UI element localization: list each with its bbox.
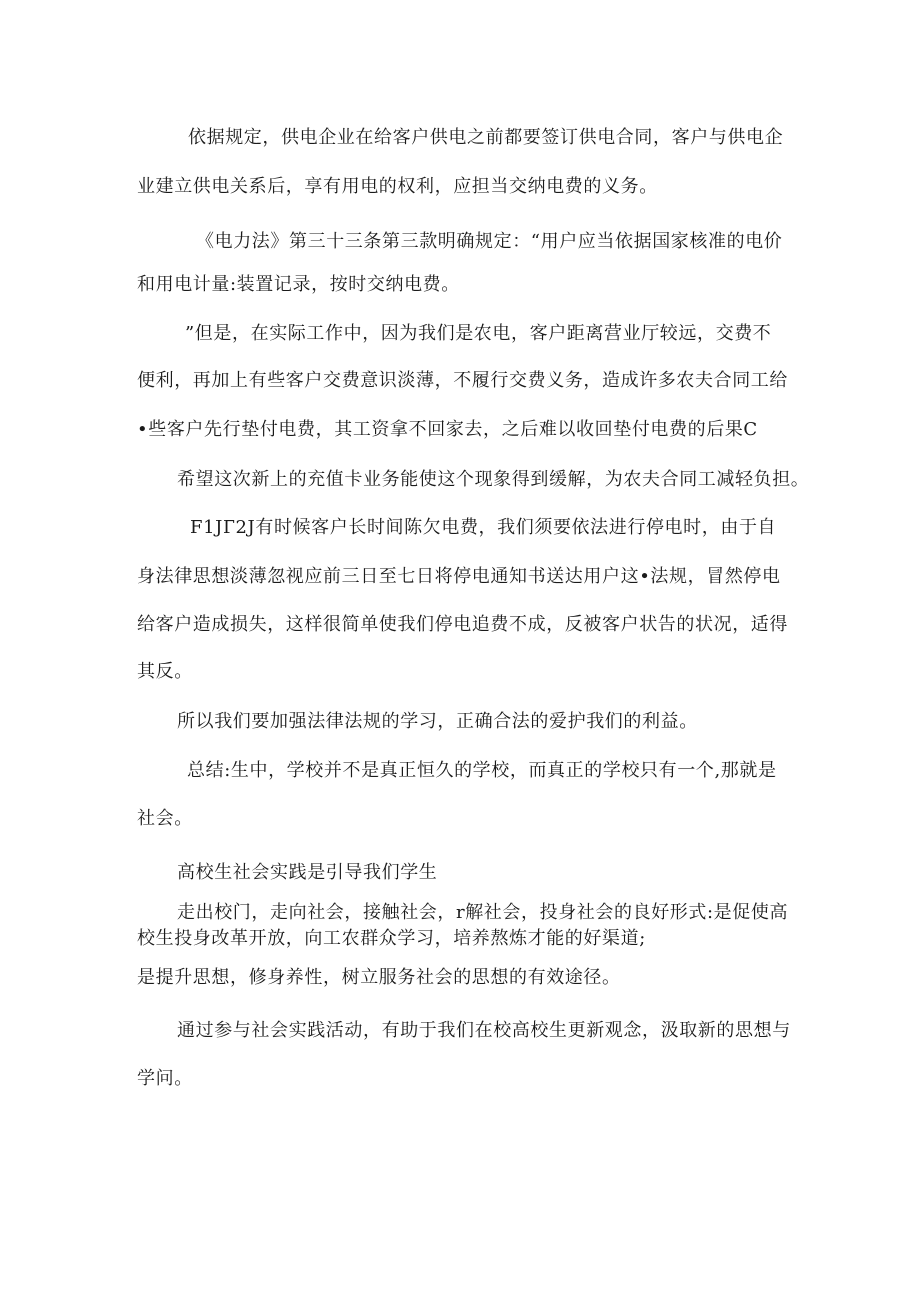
paragraph-7-line-2: 社会。 [137, 808, 193, 829]
paragraph-5-line-1: F1JГ2J有时候客户长时间陈欠电费，我们须要依法进行停电时，由于自 [190, 517, 777, 538]
paragraph-3-line-1: ”但是，在实际工作中，因为我们是农电，客户距离营业厅较远，交费不 [185, 323, 772, 344]
paragraph-5-line-4: 其反。 [137, 661, 193, 682]
paragraph-10-line-1: 是提升思想，修身养性，树立服务社会的思想的有效途径。 [137, 967, 621, 988]
paragraph-7-line-1: 总结:生中，学校并不是真正恒久的学校，而真正的学校只有一个,那就是 [187, 760, 777, 781]
paragraph-9-line-2: 校生投身改革开放，向工农群众学习，培养熬炼才能的好渠道; [137, 928, 646, 949]
paragraph-2-line-2: 和用电计量:装置记录，按时交纳电费。 [137, 274, 460, 295]
paragraph-5-line-2: 身法律思想淡薄忽视应前三日至七日将停电通知书送达用户这•法规，冒然停电 [137, 566, 781, 587]
paragraph-8-line-1: 高校生社会实践是引导我们学生 [177, 862, 438, 883]
paragraph-9-line-1: 走出校门，走向社会，接触社会，r解社会，投身社会的良好形式:是促使高 [177, 902, 789, 923]
paragraph-3-line-2: 便利，再加上有些客户交费意识淡薄，不履行交费义务，造成许多农夫合同工给 [137, 370, 788, 391]
paragraph-2-line-1: 《电力法》第三十三条第三款明确规定：“用户应当依据国家核准的电价 [196, 231, 783, 252]
paragraph-5-line-3: 给客户造成损失，这样很简单使我们停电追费不成，反被客户状告的状况，适得 [137, 614, 788, 635]
paragraph-3-line-3: •些客户先行垫付电费，其工资拿不回家去，之后难以收回垫付电费的后果C [137, 419, 758, 440]
paragraph-11-line-1: 通过参与社会实践活动，有助于我们在校高校生更新观念，汲取新的思想与 [177, 1020, 791, 1041]
paragraph-1-line-1: 依据规定，供电企业在给客户供电之前都要签订供电合同，客户与供电企 [188, 127, 784, 148]
paragraph-1-line-2: 业建立供电关系后，享有用电的权利，应担当交纳电费的义务。 [137, 176, 658, 197]
paragraph-11-line-2: 学问。 [137, 1068, 193, 1089]
paragraph-4-line-1: 希望这次新上的充值卡业务能使这个现象得到缓解，为农夫合同工减轻负担。 [177, 469, 810, 490]
paragraph-6-line-1: 所以我们要加强法律法规的学习，正确合法的爱护我们的利益。 [177, 711, 698, 732]
